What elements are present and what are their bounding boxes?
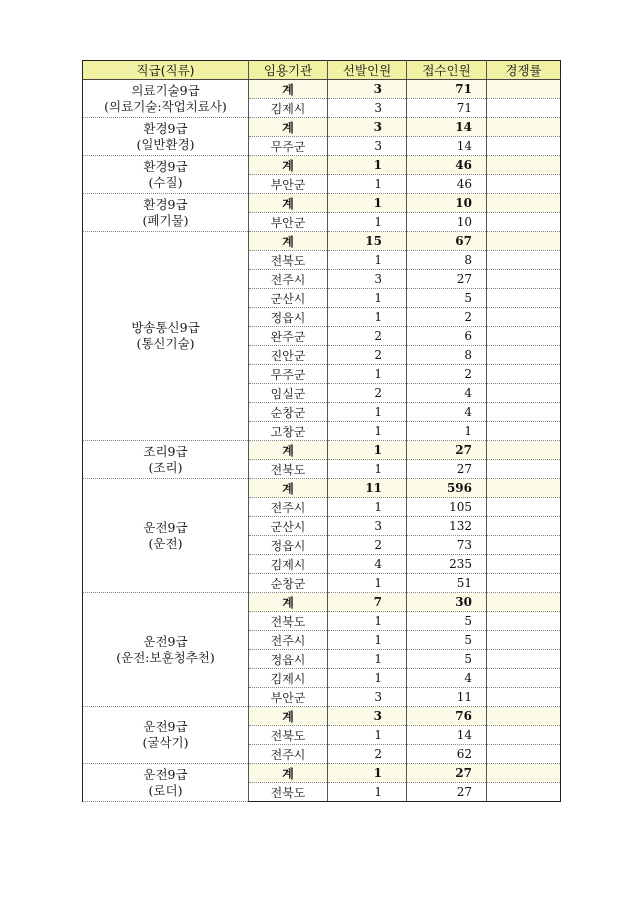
table-row-total <box>83 479 561 498</box>
received-count-cell: 51 <box>407 574 487 593</box>
rank-title: 환경9급 <box>143 196 188 212</box>
selected-count-cell: 3 <box>328 688 407 707</box>
selected-count-cell: 1 <box>328 574 407 593</box>
agency-cell: 계 <box>249 707 328 726</box>
received-count-cell: 27 <box>407 764 487 783</box>
selected-count-cell: 1 <box>328 175 407 194</box>
ratio-cell <box>487 441 561 460</box>
agency-cell: 전북도 <box>249 251 328 270</box>
selected-count-cell: 7 <box>328 593 407 612</box>
rank-title: 방송통신9급 <box>131 320 200 335</box>
agency-cell: 순창군 <box>249 574 328 593</box>
selected-count-cell: 2 <box>328 346 407 365</box>
received-count-cell: 14 <box>407 137 487 156</box>
rank-subtitle: (통신기술) <box>136 336 195 351</box>
received-count-cell: 67 <box>407 232 487 251</box>
table-row-total <box>83 707 561 726</box>
ratio-cell <box>487 574 561 593</box>
table-row-total <box>83 156 561 175</box>
rank-cell <box>83 764 249 802</box>
agency-cell: 김제시 <box>249 555 328 574</box>
agency-cell: 계 <box>249 441 328 460</box>
ratio-cell <box>487 270 561 289</box>
received-count-cell: 4 <box>407 384 487 403</box>
received-count-cell: 27 <box>407 270 487 289</box>
rank-subtitle: (폐기물) <box>142 212 189 228</box>
selected-count-cell: 1 <box>328 251 407 270</box>
ratio-cell <box>487 745 561 764</box>
selected-count-cell: 3 <box>328 118 407 137</box>
agency-cell: 고창군 <box>249 422 328 441</box>
received-count-cell: 10 <box>407 194 487 213</box>
received-count-cell: 27 <box>407 441 487 460</box>
ratio-cell <box>487 365 561 384</box>
ratio-cell <box>487 783 561 802</box>
selected-count-cell: 2 <box>328 536 407 555</box>
rank-cell <box>83 441 249 479</box>
rank-title: 환경9급 <box>143 158 188 174</box>
ratio-cell <box>487 232 561 251</box>
selected-count-cell: 4 <box>328 555 407 574</box>
ratio-cell <box>487 669 561 688</box>
received-count-cell: 73 <box>407 536 487 555</box>
agency-cell: 김제시 <box>249 669 328 688</box>
rank-cell <box>83 479 249 593</box>
selected-count-cell: 1 <box>328 764 407 783</box>
agency-cell: 무주군 <box>249 137 328 156</box>
agency-cell: 부안군 <box>249 175 328 194</box>
selected-count-cell: 3 <box>328 270 407 289</box>
ratio-cell <box>487 479 561 498</box>
table-row-total <box>83 593 561 612</box>
rank-subtitle: (로더) <box>148 782 183 798</box>
received-count-cell: 5 <box>407 650 487 669</box>
ratio-cell <box>487 194 561 213</box>
received-count-cell: 132 <box>407 517 487 536</box>
ratio-cell <box>487 517 561 536</box>
competition-table <box>82 60 561 802</box>
ratio-cell <box>487 251 561 270</box>
received-count-cell: 27 <box>407 783 487 802</box>
agency-cell: 계 <box>249 479 328 498</box>
selected-count-cell: 1 <box>328 213 407 232</box>
ratio-cell <box>487 175 561 194</box>
received-count-cell: 11 <box>407 688 487 707</box>
rank-subtitle: (운전) <box>148 535 183 551</box>
ratio-cell <box>487 707 561 726</box>
agency-cell: 전주시 <box>249 631 328 650</box>
agency-cell: 군산시 <box>249 517 328 536</box>
rank-cell <box>83 707 249 764</box>
selected-count-cell: 1 <box>328 650 407 669</box>
agency-cell: 순창군 <box>249 403 328 422</box>
received-count-cell: 62 <box>407 745 487 764</box>
agency-cell: 계 <box>249 232 328 251</box>
agency-cell: 계 <box>249 80 328 99</box>
selected-count-cell: 1 <box>328 783 407 802</box>
ratio-cell <box>487 156 561 175</box>
received-count-cell: 8 <box>407 346 487 365</box>
agency-cell: 부안군 <box>249 213 328 232</box>
received-count-cell: 8 <box>407 251 487 270</box>
ratio-cell <box>487 327 561 346</box>
received-count-cell: 76 <box>407 707 487 726</box>
received-count-cell: 30 <box>407 593 487 612</box>
selected-count-cell: 1 <box>328 441 407 460</box>
received-count-cell: 10 <box>407 213 487 232</box>
header-ratio: 경쟁률 <box>487 61 561 80</box>
rank-cell <box>83 118 249 156</box>
agency-cell: 진안군 <box>249 346 328 365</box>
received-count-cell: 5 <box>407 631 487 650</box>
table-row-total <box>83 232 561 251</box>
agency-cell: 전북도 <box>249 783 328 802</box>
selected-count-cell: 1 <box>328 422 407 441</box>
selected-count-cell: 1 <box>328 460 407 479</box>
received-count-cell: 596 <box>407 479 487 498</box>
agency-cell: 계 <box>249 593 328 612</box>
received-count-cell: 14 <box>407 118 487 137</box>
rank-cell <box>83 232 249 441</box>
ratio-cell <box>487 726 561 745</box>
agency-cell: 계 <box>249 764 328 783</box>
ratio-cell <box>487 118 561 137</box>
ratio-cell <box>487 99 561 118</box>
rank-subtitle: (일반환경) <box>136 136 195 152</box>
received-count-cell: 27 <box>407 460 487 479</box>
table-row-total <box>83 118 561 137</box>
header-row <box>83 61 561 80</box>
agency-cell: 전주시 <box>249 498 328 517</box>
ratio-cell <box>487 498 561 517</box>
agency-cell: 계 <box>249 156 328 175</box>
selected-count-cell: 1 <box>328 365 407 384</box>
ratio-cell <box>487 137 561 156</box>
selected-count-cell: 1 <box>328 498 407 517</box>
rank-title: 의료기술9급 <box>131 82 200 98</box>
ratio-cell <box>487 764 561 783</box>
rank-subtitle: (수질) <box>148 174 183 190</box>
agency-cell: 김제시 <box>249 99 328 118</box>
table-row-total <box>83 194 561 213</box>
agency-cell: 전북도 <box>249 726 328 745</box>
selected-count-cell: 1 <box>328 669 407 688</box>
ratio-cell <box>487 289 561 308</box>
ratio-cell <box>487 593 561 612</box>
rank-subtitle: (조리) <box>148 459 183 475</box>
ratio-cell <box>487 555 561 574</box>
selected-count-cell: 1 <box>328 631 407 650</box>
selected-count-cell: 1 <box>328 194 407 213</box>
agency-cell: 전북도 <box>249 612 328 631</box>
ratio-cell <box>487 213 561 232</box>
ratio-cell <box>487 422 561 441</box>
selected-count-cell: 3 <box>328 80 407 99</box>
agency-cell: 계 <box>249 194 328 213</box>
received-count-cell: 71 <box>407 99 487 118</box>
rank-subtitle: (굴삭기) <box>142 735 189 750</box>
selected-count-cell: 1 <box>328 289 407 308</box>
agency-cell: 전북도 <box>249 460 328 479</box>
selected-count-cell: 2 <box>328 327 407 346</box>
selected-count-cell: 2 <box>328 745 407 764</box>
table-body <box>83 80 561 802</box>
agency-cell: 전주시 <box>249 745 328 764</box>
rank-subtitle: (의료기술:작업치료사) <box>104 98 227 114</box>
rank-title: 조리9급 <box>143 443 188 459</box>
rank-title: 운전9급 <box>143 766 188 782</box>
ratio-cell <box>487 80 561 99</box>
selected-count-cell: 11 <box>328 479 407 498</box>
received-count-cell: 46 <box>407 156 487 175</box>
selected-count-cell: 3 <box>328 517 407 536</box>
rank-cell <box>83 194 249 232</box>
received-count-cell: 2 <box>407 308 487 327</box>
header-selected: 선발인원 <box>328 61 407 80</box>
agency-cell: 완주군 <box>249 327 328 346</box>
agency-cell: 군산시 <box>249 289 328 308</box>
received-count-cell: 235 <box>407 555 487 574</box>
agency-cell: 무주군 <box>249 365 328 384</box>
rank-subtitle: (운전:보훈청추천) <box>116 649 215 665</box>
received-count-cell: 14 <box>407 726 487 745</box>
ratio-cell <box>487 403 561 422</box>
ratio-cell <box>487 688 561 707</box>
ratio-cell <box>487 384 561 403</box>
rank-title: 운전9급 <box>143 719 188 734</box>
received-count-cell: 46 <box>407 175 487 194</box>
received-count-cell: 71 <box>407 80 487 99</box>
selected-count-cell: 1 <box>328 156 407 175</box>
selected-count-cell: 3 <box>328 707 407 726</box>
header-agency: 임용기관 <box>249 61 328 80</box>
agency-cell: 정읍시 <box>249 308 328 327</box>
header-received: 접수인원 <box>407 61 487 80</box>
agency-cell: 계 <box>249 118 328 137</box>
agency-cell: 정읍시 <box>249 650 328 669</box>
rank-title: 운전9급 <box>143 633 188 649</box>
table-row-total <box>83 441 561 460</box>
selected-count-cell: 3 <box>328 99 407 118</box>
received-count-cell: 2 <box>407 365 487 384</box>
ratio-cell <box>487 650 561 669</box>
rank-title: 운전9급 <box>143 519 188 535</box>
received-count-cell: 1 <box>407 422 487 441</box>
received-count-cell: 4 <box>407 403 487 422</box>
ratio-cell <box>487 612 561 631</box>
received-count-cell: 6 <box>407 327 487 346</box>
selected-count-cell: 1 <box>328 726 407 745</box>
ratio-cell <box>487 631 561 650</box>
selected-count-cell: 1 <box>328 612 407 631</box>
received-count-cell: 105 <box>407 498 487 517</box>
agency-cell: 부안군 <box>249 688 328 707</box>
selected-count-cell: 1 <box>328 308 407 327</box>
selected-count-cell: 1 <box>328 403 407 422</box>
agency-cell: 정읍시 <box>249 536 328 555</box>
rank-cell <box>83 593 249 707</box>
rank-cell <box>83 156 249 194</box>
rank-title: 환경9급 <box>143 120 188 136</box>
received-count-cell: 4 <box>407 669 487 688</box>
rank-cell <box>83 80 249 118</box>
header-rank: 직급(직류) <box>83 61 249 80</box>
selected-count-cell: 3 <box>328 137 407 156</box>
selected-count-cell: 15 <box>328 232 407 251</box>
table-row-total <box>83 80 561 99</box>
agency-cell: 전주시 <box>249 270 328 289</box>
selected-count-cell: 2 <box>328 384 407 403</box>
ratio-cell <box>487 308 561 327</box>
table-row-total <box>83 764 561 783</box>
agency-cell: 임실군 <box>249 384 328 403</box>
ratio-cell <box>487 346 561 365</box>
ratio-cell <box>487 536 561 555</box>
received-count-cell: 5 <box>407 289 487 308</box>
ratio-cell <box>487 460 561 479</box>
received-count-cell: 5 <box>407 612 487 631</box>
